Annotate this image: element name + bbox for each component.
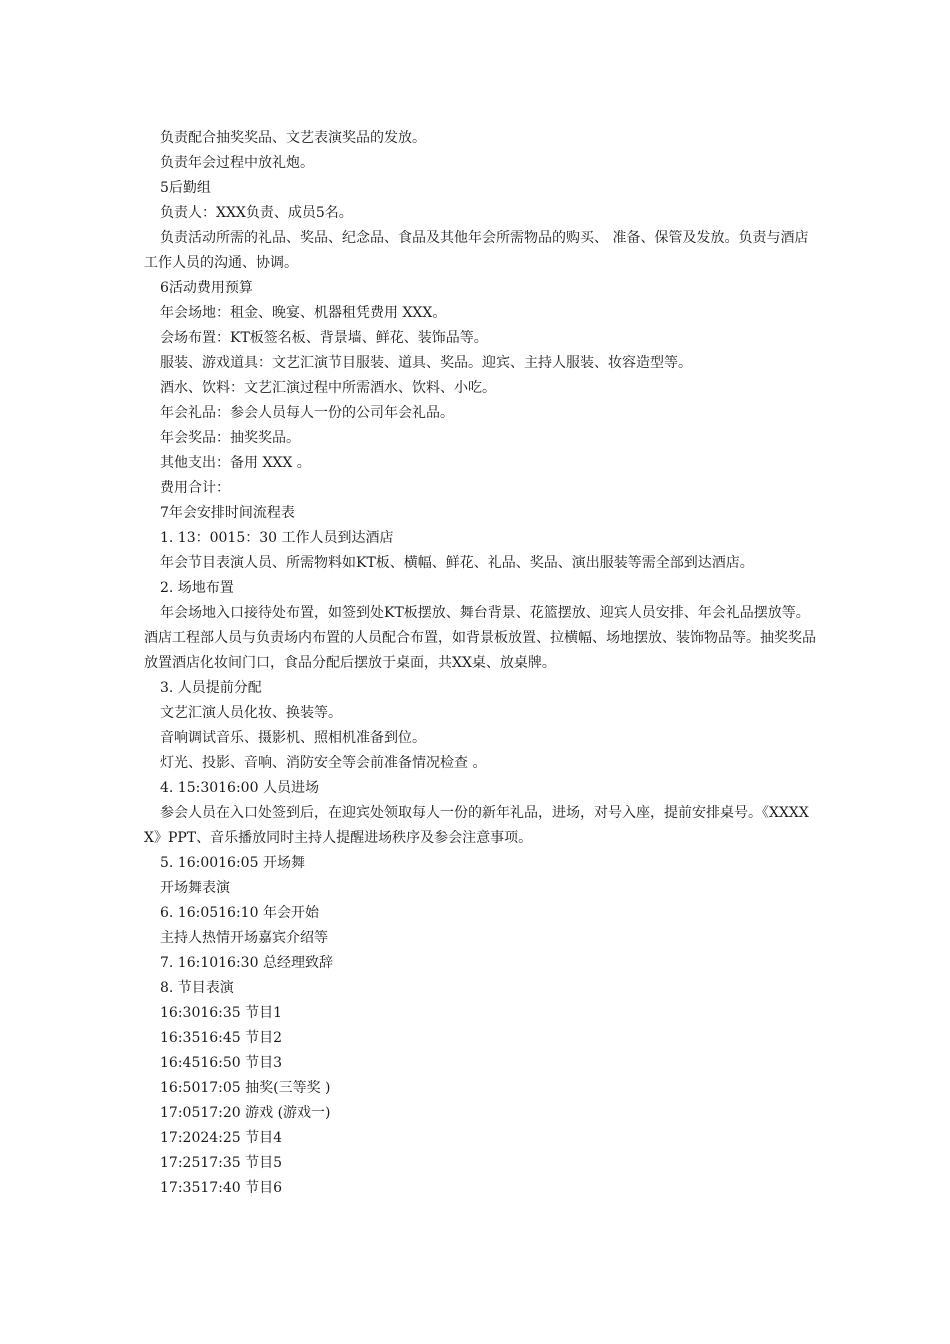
paragraph: 酒水、饮料：文艺汇演过程中所需酒水、饮料、小吃。 xyxy=(160,380,496,396)
paragraph: 负责年会过程中放礼炮。 xyxy=(160,155,314,171)
section-heading: 6活动费用预算 xyxy=(160,280,253,296)
paragraph: 其他支出：备用 XXX 。 xyxy=(160,455,311,471)
document-body xyxy=(144,126,820,1201)
paragraph: 主持人热情开场嘉宾介绍等 xyxy=(160,930,328,946)
paragraph: 灯光、投影、音响、消防安全等会前准备情况检查 。 xyxy=(160,755,487,771)
paragraph: 年会场地：租金、晚宴、机器租凭费用 XXX。 xyxy=(160,305,447,321)
paragraph: 负责活动所需的礼品、奖品、纪念品、食品及其他年会所需物品的购买、 准备、保管及发放。负责与酒店工作人员的沟通、协调。 xyxy=(144,230,809,271)
schedule-item: 4. 15:3016:00 人员进场 xyxy=(160,780,319,796)
schedule-item: 8. 节目表演 xyxy=(160,980,234,996)
program-item: 17:2024:25 节目4 xyxy=(160,1130,283,1146)
paragraph: 年会场地入口接待处布置，如签到处KT板摆放、舞台背景、花篮摆放、迎宾人员安排、年会礼品摆放等。酒店工程部人员与负责场内布置的人员配合布置，如背景板放置、拉横幅、场地摆放、装饰物品等。抽奖奖品放置酒店化妆间门口，食品分配后摆放于桌面，共XX桌、放桌牌。 xyxy=(144,605,816,671)
schedule-item: 3. 人员提前分配 xyxy=(160,680,262,696)
program-item: 16:5017:05 抽奖(三等奖 ) xyxy=(160,1080,331,1096)
paragraph: 文艺汇演人员化妆、换装等。 xyxy=(160,705,342,721)
paragraph: 服装、游戏道具：文艺汇演节目服装、道具、奖品。迎宾、主持人服装、妆容造型等。 xyxy=(160,355,692,371)
paragraph: 开场舞表演 xyxy=(160,880,230,896)
paragraph: 参会人员在入口处签到后，在迎宾处领取每人一份的新年礼品，进场，对号入座，提前安排桌号。《XXXXX》PPT、音乐播放同时主持人提醒进场秩序及参会注意事项。 xyxy=(144,805,809,846)
paragraph: 年会礼品：参会人员每人一份的公司年会礼品。 xyxy=(160,405,454,421)
program-item: 17:3517:40 节目6 xyxy=(160,1180,283,1196)
schedule-item: 7. 16:1016:30 总经理致辞 xyxy=(160,955,333,971)
paragraph: 费用合计： xyxy=(160,480,230,496)
schedule-item: 5. 16:0016:05 开场舞 xyxy=(160,855,305,871)
section-heading: 5后勤组 xyxy=(160,180,211,196)
paragraph: 年会节目表演人员、所需物料如KT板、横幅、鲜花、礼品、奖品、演出服装等需全部到达酒店。 xyxy=(160,555,754,571)
schedule-item: 2. 场地布置 xyxy=(160,580,234,596)
program-item: 16:4516:50 节目3 xyxy=(160,1055,283,1071)
section-heading: 7年会安排时间流程表 xyxy=(160,505,295,521)
program-item: 16:3016:35 节目1 xyxy=(160,1005,283,1021)
program-item: 17:2517:35 节目5 xyxy=(160,1155,283,1171)
paragraph: 会场布置：KT板签名板、背景墙、鲜花、装饰品等。 xyxy=(160,330,488,346)
paragraph: 负责配合抽奖奖品、文艺表演奖品的发放。 xyxy=(160,130,426,146)
paragraph: 负责人：XXX负责、成员5名。 xyxy=(160,205,353,221)
paragraph: 音响调试音乐、摄影机、照相机准备到位。 xyxy=(160,730,426,746)
program-item: 16:3516:45 节目2 xyxy=(160,1030,283,1046)
schedule-item: 6. 16:0516:10 年会开始 xyxy=(160,905,319,921)
program-item: 17:0517:20 游戏 (游戏一) xyxy=(160,1105,331,1121)
paragraph: 年会奖品：抽奖奖品。 xyxy=(160,430,300,446)
schedule-item: 1. 13：0015：30 工作人员到达酒店 xyxy=(160,530,394,546)
